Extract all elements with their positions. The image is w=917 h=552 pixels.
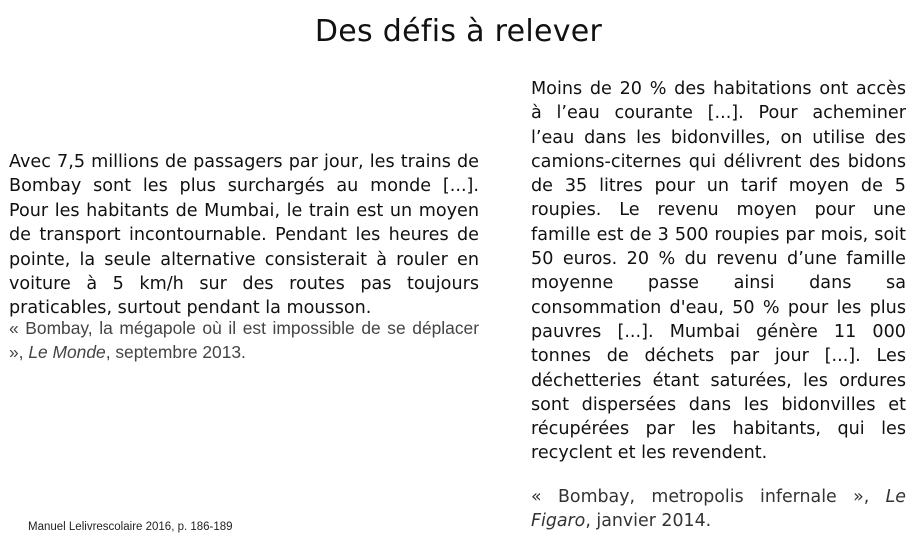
left-paragraph: Avec 7,5 millions de passagers par jour, les trains de Bombay sont les plus surchargés au monde [...]. Pour les habitants de Mumbai, le train est un moyen de transport incontournable. Pendant les heures de pointe, la seule alternative consisterait à rouler en voiture à 5 km/h sur des routes pas toujours praticables, surtout pendant la mousson. xyxy=(9,152,479,319)
page-title: Des défis à relever xyxy=(314,14,603,49)
right-citation xyxy=(531,485,906,534)
left-citation-source: Le Monde xyxy=(28,342,106,363)
left-citation xyxy=(9,316,479,365)
right-citation-source: Le Figaro xyxy=(531,487,906,532)
left-citation-date: , septembre 2013. xyxy=(105,342,246,363)
right-citation-title: « Bombay, metropolis infernale », xyxy=(531,487,886,507)
left-citation-title: « Bombay, la mégapole où il est impossible de se déplacer », xyxy=(9,318,479,363)
right-paragraph: Moins de 20 % des habitations ont accès à l’eau courante [...]. Pour acheminer l’eau dans les bidonvilles, on utilise des camions-citernes qui délivrent des bidons de 35 litres pour un tarif moyen de 5 roupies. Le revenu moyen pour une famille est de 3 500 roupies par mois, soit 50 euros. 20 % du revenu d’une famille moyenne passe ainsi dans sa consommation d'eau, 50 % pour les plus pauvres [...]. Mumbai génère 11 000 tonnes de déchets par jour [...]. Les déchetteries étant saturées, les ordures sont dispersées dans les bidonvilles et récupérées par les habitants, qui les recyclent et les revendent. xyxy=(531,79,906,464)
right-citation-date: , janvier 2014. xyxy=(585,511,712,532)
source-footnote: Manuel Lelivrescolaire 2016, p. 186-189 xyxy=(28,521,233,533)
